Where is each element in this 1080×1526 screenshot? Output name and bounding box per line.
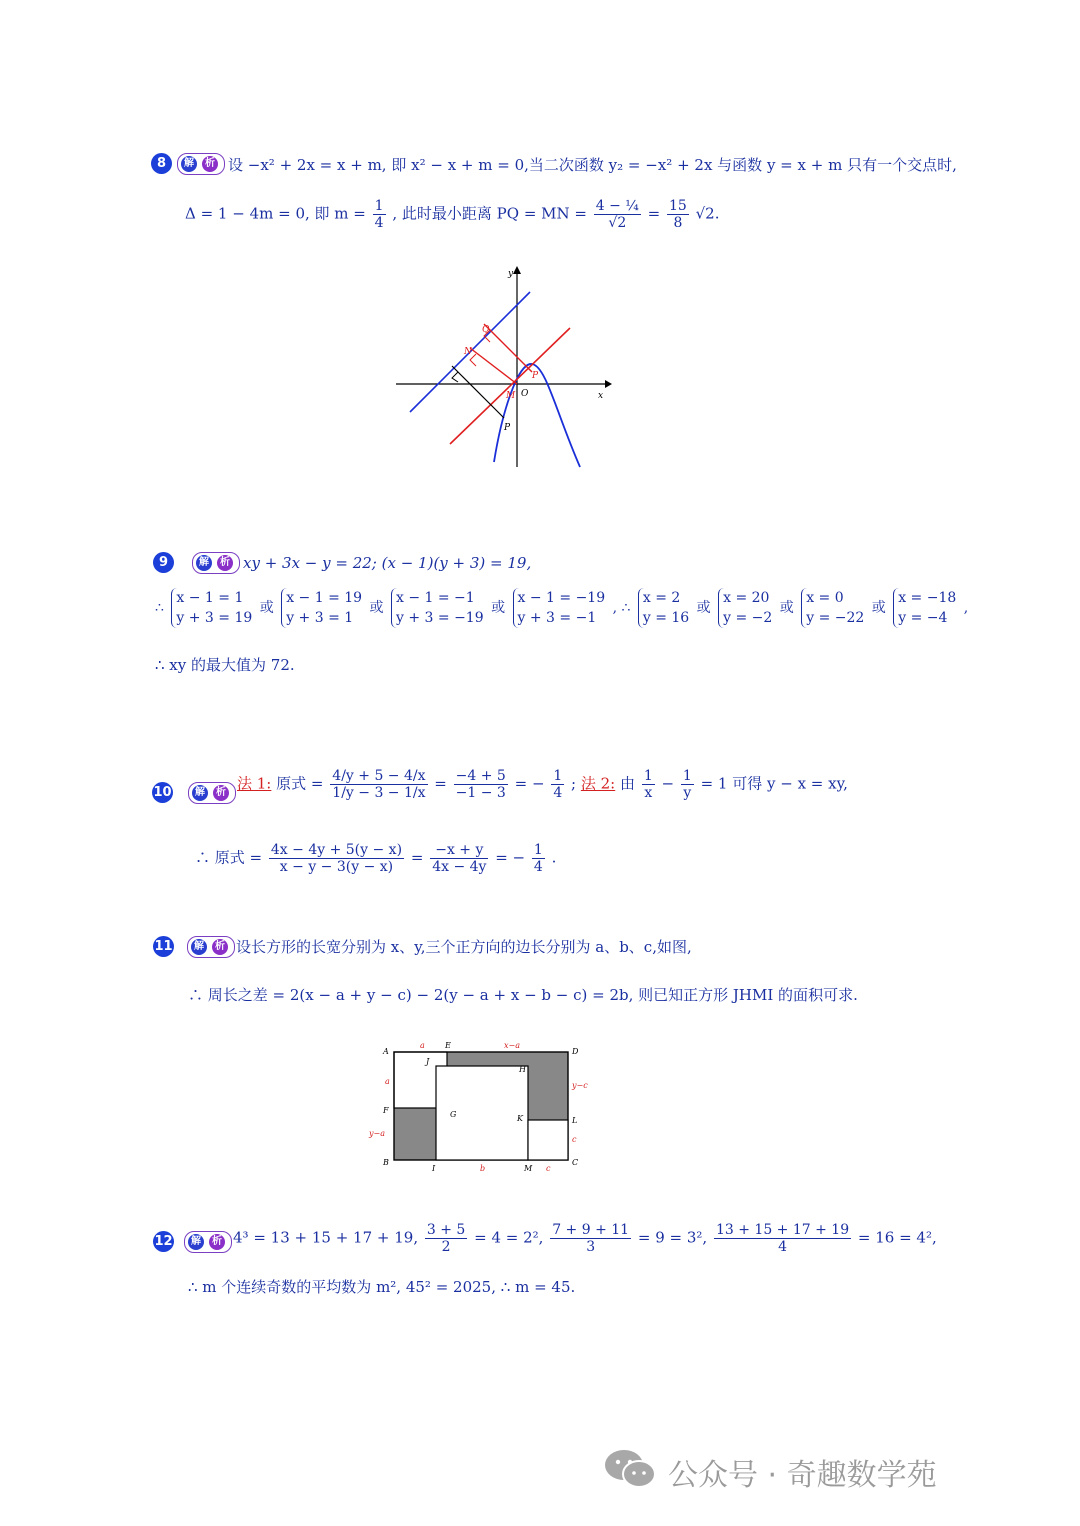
label-y-minus-a: y−a	[369, 1129, 385, 1138]
fraction-f5: $\frac{1}{y}$	[682, 768, 692, 801]
black-perpendicular	[452, 366, 504, 418]
label-a-point: A	[383, 1047, 389, 1056]
analysis-tag	[177, 153, 225, 175]
system-4: x − 1 = −19 y + 3 = −1	[513, 588, 606, 628]
therefore-symbol: ∴	[155, 600, 164, 616]
fraction-f4: $\frac{1}{x}$	[643, 768, 653, 801]
p12-line2: ∴ m 个连续奇数的平均数为 m², 45² = 2025, ∴ m = 45.	[188, 1278, 576, 1296]
p11-line2: ∴ 周长之差 = 2(x − a + y − c) − 2(y − a + x − b − c) = 2b, 则已知正方形 JHMI 的面积可求.	[188, 986, 858, 1004]
label-i: I	[432, 1164, 436, 1173]
label-c-bottom: c	[546, 1164, 551, 1173]
label-c-point: C	[572, 1158, 579, 1167]
p8-line2-c: =	[647, 204, 661, 223]
p12-line1-a: 4³ = 13 + 15 + 17 + 19,	[233, 1228, 419, 1247]
fraction-f2: $\frac{-4 + 5}{-1 - 3}$	[455, 768, 506, 801]
yuanshi-1: 原式 =	[276, 774, 324, 793]
solution-4: x = −18 y = −4	[893, 588, 956, 628]
or-word: 或	[369, 600, 384, 616]
eq-2: = −	[514, 774, 545, 793]
analysis-tag	[192, 552, 240, 574]
label-f: F	[383, 1106, 389, 1115]
tag-char-xi: 析	[209, 1234, 225, 1250]
problem-number-8: 8	[151, 153, 172, 174]
or-word: 或	[779, 600, 794, 616]
shaded-right-block	[528, 1052, 568, 1120]
label-m-point: M	[524, 1164, 533, 1173]
label-l: L	[572, 1116, 578, 1125]
p12-line1	[233, 1222, 937, 1255]
p8-line2-b: , 此时最小距离 PQ = MN =	[392, 204, 587, 223]
tag-char-xi: 析	[213, 785, 229, 801]
analysis-tag	[188, 782, 236, 804]
tag-char-xi: 析	[217, 555, 233, 571]
p12-line1-c: = 9 = 3²,	[637, 1228, 708, 1247]
eq-3: =	[410, 848, 424, 867]
label-m: M	[506, 391, 516, 401]
p10-line2-a: ∴ 原式 =	[195, 848, 263, 867]
label-q: Q	[482, 325, 490, 335]
label-n: N	[464, 347, 472, 357]
label-g: G	[450, 1110, 457, 1119]
fraction-pq: $\frac{\text{4 − ¼}}{√2}$	[595, 198, 639, 231]
eq-4: = −	[495, 848, 526, 867]
problem-number-12: 12	[153, 1231, 174, 1252]
mid-therefore: , ∴	[612, 600, 631, 616]
red-perpendicular-mn	[470, 348, 517, 384]
fraction-h2: $\frac{7 + 9 + 11}{3}$	[552, 1222, 630, 1255]
label-x: x	[598, 391, 604, 401]
system-1: x − 1 = 1 y + 3 = 19	[171, 588, 252, 628]
wechat-icon	[603, 1448, 659, 1490]
p12-line1-b: = 4 = 2²,	[474, 1228, 544, 1247]
label-h: H	[519, 1065, 526, 1074]
label-c-right: c	[572, 1135, 577, 1144]
system-3: x − 1 = −1 y + 3 = −19	[391, 588, 484, 628]
p10-end: .	[551, 848, 557, 867]
tag-char-xi: 析	[212, 939, 228, 955]
eq-1: =	[434, 774, 447, 793]
system-2: x − 1 = 19 y + 3 = 1	[281, 588, 362, 628]
tag-char-jie: 解	[191, 939, 207, 955]
p9-line2	[155, 588, 968, 628]
p12-line1-d: = 16 = 4²,	[857, 1228, 937, 1247]
tag-char-jie: 解	[181, 156, 197, 172]
label-a-left: a	[385, 1077, 390, 1086]
p9-line1: xy + 3x − y = 22; (x − 1)(y + 3) = 19,	[243, 554, 532, 572]
fraction-result: $\frac{15}{8}$	[669, 198, 687, 231]
p9-end: ,	[963, 600, 969, 616]
problem-number-11: 11	[153, 936, 174, 957]
fraction-m: $\frac{1}{4}$	[374, 198, 384, 231]
problem-number-9: 9	[153, 552, 174, 573]
you-word: 由	[620, 774, 636, 793]
or-word: 或	[491, 600, 506, 616]
method-1-label: 法 1:	[237, 774, 272, 793]
or-word: 或	[871, 600, 886, 616]
p8-line2-d: √2.	[695, 204, 720, 223]
fraction-g1: $\frac{4x - 4y + 5(y - x)}{x - y - 3(y - x)}$	[270, 842, 403, 875]
p10-line1	[237, 768, 848, 801]
p8-graph-figure	[390, 262, 620, 472]
minus-sign: −	[661, 774, 675, 793]
right-angle-black	[452, 372, 458, 382]
label-b-bottom: b	[480, 1164, 486, 1173]
p9-line3: ∴ xy 的最大值为 72.	[155, 656, 295, 674]
or-word: 或	[259, 600, 274, 616]
label-b-point: B	[383, 1158, 389, 1167]
solution-1: x = 2 y = 16	[638, 588, 689, 628]
label-p-black: P	[504, 423, 511, 433]
label-y: y	[508, 269, 514, 279]
fraction-g2: $\frac{-x + y}{4x - 4y}$	[432, 842, 487, 875]
square-c	[528, 1120, 568, 1160]
fraction-f1: $\frac{4/y + 5 - 4/x}{1/y - 3 - 1/x}$	[332, 768, 426, 801]
fraction-f3: $\frac{1}{4}$	[553, 768, 563, 801]
or-word: 或	[696, 600, 711, 616]
p8-line2-a: Δ = 1 − 4m = 0, 即 m =	[185, 204, 366, 223]
problem-number-10: 10	[152, 782, 173, 803]
x-axis-arrow	[605, 380, 612, 388]
label-a-top: a	[420, 1041, 425, 1050]
p10-rest: = 1 可得 y − x = xy,	[700, 774, 848, 793]
tag-char-jie: 解	[188, 1234, 204, 1250]
shaded-left-block	[394, 1108, 436, 1160]
fraction-h3: $\frac{13 + 15 + 17 + 19}{4}$	[715, 1222, 850, 1255]
label-p-red: P	[532, 371, 539, 381]
analysis-tag	[187, 936, 235, 958]
label-e: E	[445, 1041, 451, 1050]
label-j: J	[426, 1057, 430, 1066]
semicolon: ;	[571, 774, 577, 793]
solution-3: x = 0 y = −22	[801, 588, 864, 628]
watermark-text: 公众号 · 奇趣数学苑	[668, 1458, 937, 1493]
p8-line1: 设 −x² + 2x = x + m, 即 x² − x + m = 0,当二次函数 y₂ = −x² + 2x 与函数 y = x + m 只有一个交点时,	[228, 156, 957, 174]
label-o: O	[521, 389, 529, 399]
label-k: K	[517, 1114, 523, 1123]
fraction-h1: $\frac{3 + 5}{2}$	[426, 1222, 466, 1255]
method-2-label: 法 2:	[580, 774, 616, 793]
solution-2: x = 20 y = −2	[718, 588, 772, 628]
p11-line1: 设长方形的长宽分别为 x、y,三个正方向的边长分别为 a、b、c,如图,	[236, 938, 692, 956]
label-d: D	[572, 1047, 579, 1056]
p10-line2	[195, 842, 556, 875]
y-axis-arrow	[513, 266, 521, 274]
p8-line2	[185, 198, 720, 231]
label-y-minus-c: y−c	[572, 1081, 588, 1090]
tag-char-xi: 析	[202, 156, 218, 172]
p11-rectangle-figure	[365, 1038, 595, 1176]
analysis-tag	[184, 1231, 232, 1253]
tag-char-jie: 解	[196, 555, 212, 571]
tag-char-jie: 解	[192, 785, 208, 801]
fraction-g3: $\frac{1}{4}$	[533, 842, 543, 875]
label-x-minus-a: x−a	[504, 1041, 520, 1050]
